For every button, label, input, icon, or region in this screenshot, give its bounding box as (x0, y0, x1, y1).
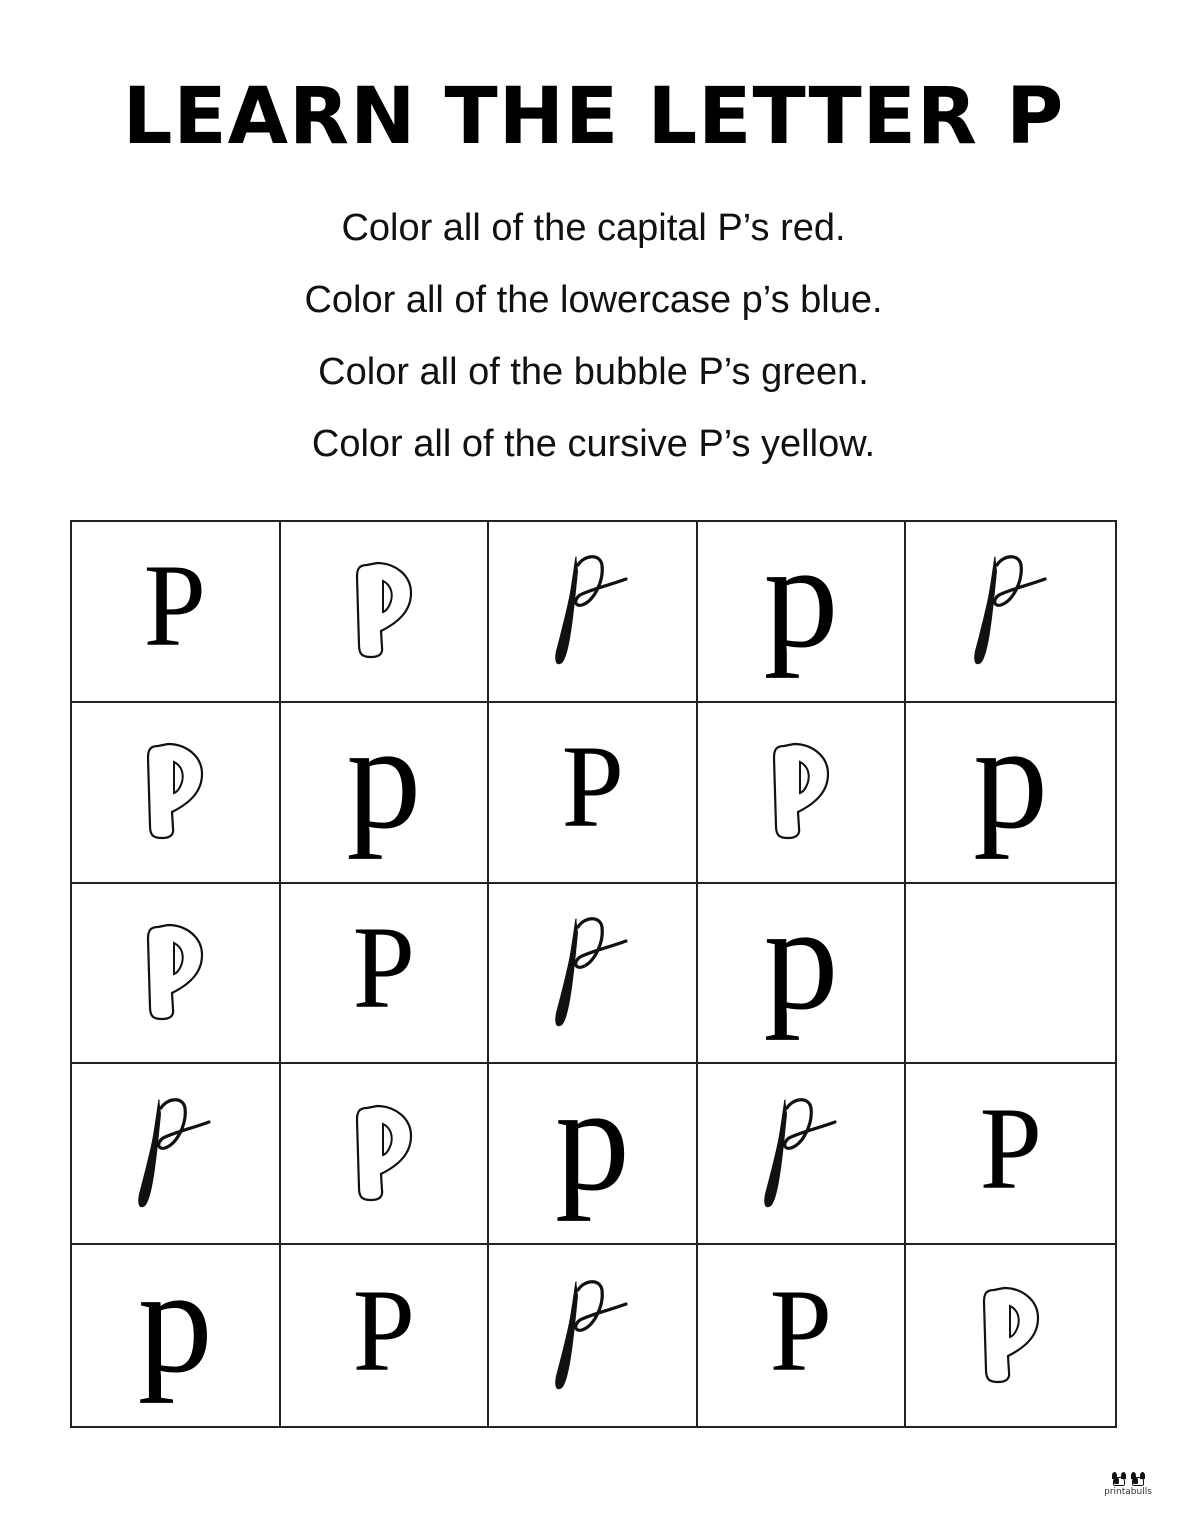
capital-p-letter: P (352, 901, 416, 1033)
grid-cell-cursive (489, 1245, 698, 1426)
lowercase-p-letter: p (346, 694, 422, 861)
grid-cell-bubble (72, 703, 281, 884)
grid-cell-capital (281, 884, 490, 1065)
grid-cell-bubble (72, 884, 281, 1065)
lowercase-p-letter: p (554, 1055, 630, 1222)
grid-cell-cursive (489, 884, 698, 1065)
bubble-p-icon (144, 742, 206, 842)
grid-cell-capital (281, 1245, 490, 1426)
grid-cell-capital (489, 703, 698, 884)
capital-p-letter: P (144, 540, 207, 672)
bubble-p-icon (980, 1286, 1042, 1386)
two-bulldogs-icon (1098, 1472, 1158, 1486)
instruction-bubble: Color all of the bubble P’s green. (318, 351, 869, 393)
letter-grid (70, 513, 1117, 1428)
grid-cell-empty (906, 884, 1115, 1065)
capital-p-letter: P (769, 1264, 833, 1396)
bubble-p-icon (144, 923, 206, 1023)
grid-cell-bubble (698, 703, 907, 884)
instructions (0, 192, 1187, 480)
lowercase-p-letter: p (137, 1237, 213, 1404)
grid-cell-bubble (281, 1064, 490, 1245)
grid-cell-lowercase (698, 513, 907, 703)
grid-cell-cursive (698, 1064, 907, 1245)
grid-cell-lowercase (489, 1055, 698, 1245)
grid-cell-lowercase (906, 694, 1115, 884)
cursive-p-icon (753, 1094, 849, 1214)
grid-cell-cursive (489, 522, 698, 703)
instruction-capital: Color all of the capital P’s red. (341, 207, 846, 249)
lowercase-p-letter: p (763, 874, 839, 1041)
lowercase-p-letter: p (763, 513, 839, 680)
cursive-p-icon (544, 1276, 640, 1396)
lowercase-p-letter: p (973, 694, 1049, 861)
instruction-cursive: Color all of the cursive P’s yellow. (311, 423, 876, 465)
grid-cell-lowercase (698, 874, 907, 1065)
capital-p-letter: P (561, 721, 624, 853)
grid-cell-cursive (906, 522, 1115, 703)
grid-cell-lowercase (281, 694, 490, 884)
grid-cell-cursive (72, 1064, 281, 1245)
bubble-p-icon (353, 561, 415, 661)
page-title: LEARN THE LETTER P (122, 72, 1065, 162)
bubble-p-icon (770, 742, 832, 842)
cursive-p-icon (963, 551, 1059, 671)
grid-cell-capital (906, 1064, 1115, 1245)
bubble-p-icon (353, 1104, 415, 1204)
logo-text: printabulls (1104, 1487, 1152, 1497)
instruction-lowercase: Color all of the lowercase p’s blue. (304, 279, 883, 321)
grid-cell-bubble (281, 522, 490, 703)
cursive-p-icon (544, 551, 640, 671)
cursive-p-icon (544, 913, 640, 1033)
grid-cell-capital (698, 1245, 907, 1426)
grid-cell-bubble (906, 1245, 1115, 1426)
grid-cell-lowercase (72, 1237, 281, 1426)
grid-cell-capital (72, 522, 281, 703)
capital-p-letter: P (352, 1264, 416, 1396)
cursive-p-icon (127, 1094, 223, 1214)
printabulls-logo (1098, 1472, 1158, 1512)
capital-p-letter: P (979, 1082, 1042, 1214)
